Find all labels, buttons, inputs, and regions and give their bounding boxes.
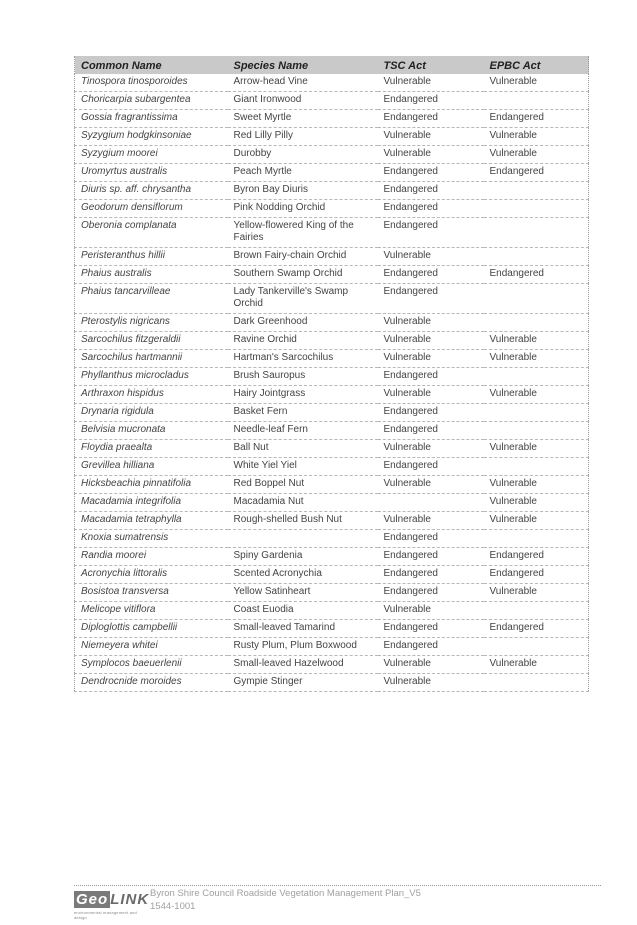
cell-species-name: Durobby: [228, 146, 378, 164]
cell-common-name: Diploglottis campbellii: [75, 620, 228, 638]
cell-common-name: Phaius tancarvilleae: [75, 284, 228, 314]
cell-common-name: Floydia praealta: [75, 440, 228, 458]
cell-species-name: Sweet Myrtle: [228, 110, 378, 128]
cell-epbc-act: [484, 200, 589, 218]
cell-tsc-act: Endangered: [378, 620, 484, 638]
cell-common-name: Niemeyera whitei: [75, 638, 228, 656]
cell-species-name: Red Lilly Pilly: [228, 128, 378, 146]
table-row: [75, 476, 589, 494]
cell-common-name: Sarcochilus hartmannii: [75, 350, 228, 368]
logo-tagline: environmental management and design: [74, 910, 137, 920]
cell-tsc-act: Endangered: [378, 92, 484, 110]
cell-tsc-act: Endangered: [378, 218, 484, 248]
table-row: [75, 266, 589, 284]
table-row: [75, 74, 589, 92]
cell-common-name: Randia moorei: [75, 548, 228, 566]
cell-epbc-act: [484, 458, 589, 476]
table-row: [75, 92, 589, 110]
cell-tsc-act: Endangered: [378, 284, 484, 314]
cell-tsc-act: Endangered: [378, 182, 484, 200]
cell-species-name: Red Boppel Nut: [228, 476, 378, 494]
table-row: [75, 404, 589, 422]
cell-tsc-act: Vulnerable: [378, 248, 484, 266]
cell-common-name: Phyllanthus microcladus: [75, 368, 228, 386]
table-row: [75, 458, 589, 476]
species-table: [74, 56, 589, 692]
cell-species-name: Scented Acronychia: [228, 566, 378, 584]
cell-common-name: Geodorum densiflorum: [75, 200, 228, 218]
cell-species-name: Small-leaved Hazelwood: [228, 656, 378, 674]
cell-tsc-act: Vulnerable: [378, 674, 484, 692]
cell-tsc-act: Endangered: [378, 530, 484, 548]
cell-common-name: Pterostylis nigricans: [75, 314, 228, 332]
cell-species-name: Yellow-flowered King of the Fairies: [228, 218, 378, 248]
cell-tsc-act: Endangered: [378, 404, 484, 422]
cell-tsc-act: Endangered: [378, 200, 484, 218]
cell-epbc-act: [484, 284, 589, 314]
cell-species-name: Lady Tankerville's Swamp Orchid: [228, 284, 378, 314]
cell-epbc-act: Endangered: [484, 566, 589, 584]
header-species-name: Species Name: [228, 56, 378, 74]
cell-tsc-act: Endangered: [378, 548, 484, 566]
cell-common-name: Syzygium moorei: [75, 146, 228, 164]
cell-species-name: Brown Fairy-chain Orchid: [228, 248, 378, 266]
cell-species-name: Hartman's Sarcochilus: [228, 350, 378, 368]
cell-common-name: Uromyrtus australis: [75, 164, 228, 182]
cell-species-name: Brush Sauropus: [228, 368, 378, 386]
cell-epbc-act: Vulnerable: [484, 332, 589, 350]
cell-tsc-act: Vulnerable: [378, 314, 484, 332]
table-row: [75, 128, 589, 146]
cell-tsc-act: Vulnerable: [378, 386, 484, 404]
cell-species-name: White Yiel Yiel: [228, 458, 378, 476]
table-row: [75, 620, 589, 638]
header-tsc-act: TSC Act: [378, 56, 484, 74]
cell-epbc-act: Endangered: [484, 620, 589, 638]
cell-species-name: Pink Nodding Orchid: [228, 200, 378, 218]
cell-species-name: Ball Nut: [228, 440, 378, 458]
table-row: [75, 656, 589, 674]
table-row: [75, 146, 589, 164]
cell-tsc-act: Vulnerable: [378, 440, 484, 458]
table-row: [75, 494, 589, 512]
cell-epbc-act: [484, 218, 589, 248]
cell-tsc-act: Endangered: [378, 266, 484, 284]
table-row: [75, 332, 589, 350]
cell-epbc-act: Endangered: [484, 266, 589, 284]
cell-species-name: Small-leaved Tamarind: [228, 620, 378, 638]
cell-epbc-act: Endangered: [484, 110, 589, 128]
cell-species-name: [228, 530, 378, 548]
table-row: [75, 530, 589, 548]
cell-tsc-act: Endangered: [378, 422, 484, 440]
cell-common-name: Grevillea hilliana: [75, 458, 228, 476]
table-row: [75, 248, 589, 266]
table-row: [75, 512, 589, 530]
cell-tsc-act: Vulnerable: [378, 476, 484, 494]
cell-epbc-act: Vulnerable: [484, 440, 589, 458]
table-body: [75, 74, 589, 692]
document-title: Byron Shire Council Roadside Vegetation Management Plan_V5: [150, 888, 421, 899]
cell-tsc-act: Endangered: [378, 164, 484, 182]
cell-tsc-act: Vulnerable: [378, 332, 484, 350]
table-row: [75, 548, 589, 566]
cell-epbc-act: Vulnerable: [484, 146, 589, 164]
cell-species-name: Hairy Jointgrass: [228, 386, 378, 404]
cell-epbc-act: [484, 248, 589, 266]
cell-common-name: Oberonia complanata: [75, 218, 228, 248]
cell-epbc-act: Vulnerable: [484, 494, 589, 512]
table-row: [75, 182, 589, 200]
cell-species-name: Basket Fern: [228, 404, 378, 422]
cell-epbc-act: [484, 422, 589, 440]
table-row: [75, 200, 589, 218]
cell-common-name: Drynaria rigidula: [75, 404, 228, 422]
table-row: [75, 440, 589, 458]
table-row: [75, 386, 589, 404]
cell-species-name: Giant Ironwood: [228, 92, 378, 110]
cell-tsc-act: Vulnerable: [378, 146, 484, 164]
cell-species-name: Coast Euodia: [228, 602, 378, 620]
cell-tsc-act: Vulnerable: [378, 128, 484, 146]
cell-tsc-act: Endangered: [378, 458, 484, 476]
table-row: [75, 584, 589, 602]
table-row: [75, 110, 589, 128]
cell-species-name: Peach Myrtle: [228, 164, 378, 182]
logo-geo-text: Geo: [76, 891, 109, 908]
table-header-row: [75, 56, 589, 74]
cell-species-name: Rough-shelled Bush Nut: [228, 512, 378, 530]
cell-epbc-act: Vulnerable: [484, 584, 589, 602]
cell-common-name: Belvisia mucronata: [75, 422, 228, 440]
cell-common-name: Sarcochilus fitzgeraldii: [75, 332, 228, 350]
cell-epbc-act: Vulnerable: [484, 74, 589, 92]
table-row: [75, 350, 589, 368]
cell-epbc-act: [484, 182, 589, 200]
cell-epbc-act: Vulnerable: [484, 656, 589, 674]
table-row: [75, 566, 589, 584]
table-row: [75, 422, 589, 440]
cell-tsc-act: Endangered: [378, 566, 484, 584]
table-row: [75, 164, 589, 182]
document-code: 1544-1001: [150, 901, 196, 912]
cell-species-name: Needle-leaf Fern: [228, 422, 378, 440]
table-row: [75, 602, 589, 620]
cell-epbc-act: [484, 638, 589, 656]
table-row: [75, 218, 589, 248]
cell-species-name: Dark Greenhood: [228, 314, 378, 332]
cell-epbc-act: [484, 530, 589, 548]
table-row: [75, 284, 589, 314]
cell-common-name: Bosistoa transversa: [75, 584, 228, 602]
table-row: [75, 314, 589, 332]
cell-epbc-act: Endangered: [484, 164, 589, 182]
table-row: [75, 368, 589, 386]
cell-epbc-act: [484, 674, 589, 692]
cell-species-name: Southern Swamp Orchid: [228, 266, 378, 284]
cell-tsc-act: Endangered: [378, 368, 484, 386]
cell-tsc-act: Vulnerable: [378, 656, 484, 674]
cell-species-name: Arrow-head Vine: [228, 74, 378, 92]
cell-common-name: Phaius australis: [75, 266, 228, 284]
table-row: [75, 674, 589, 692]
cell-common-name: Acronychia littoralis: [75, 566, 228, 584]
table-row: [75, 638, 589, 656]
cell-species-name: Byron Bay Diuris: [228, 182, 378, 200]
header-common-name: Common Name: [75, 56, 228, 74]
cell-epbc-act: Vulnerable: [484, 386, 589, 404]
cell-common-name: Dendrocnide moroides: [75, 674, 228, 692]
cell-common-name: Knoxia sumatrensis: [75, 530, 228, 548]
cell-epbc-act: [484, 92, 589, 110]
cell-epbc-act: [484, 368, 589, 386]
cell-common-name: Syzygium hodgkinsoniae: [75, 128, 228, 146]
cell-common-name: Tinospora tinosporoides: [75, 74, 228, 92]
cell-epbc-act: Vulnerable: [484, 512, 589, 530]
geolink-logo: [74, 891, 150, 920]
cell-common-name: Peristeranthus hillii: [75, 248, 228, 266]
cell-epbc-act: [484, 404, 589, 422]
cell-tsc-act: Vulnerable: [378, 602, 484, 620]
cell-common-name: Macadamia tetraphylla: [75, 512, 228, 530]
cell-epbc-act: Vulnerable: [484, 350, 589, 368]
cell-epbc-act: [484, 314, 589, 332]
cell-epbc-act: Endangered: [484, 548, 589, 566]
cell-species-name: Spiny Gardenia: [228, 548, 378, 566]
cell-species-name: Ravine Orchid: [228, 332, 378, 350]
cell-tsc-act: Vulnerable: [378, 74, 484, 92]
cell-species-name: Macadamia Nut: [228, 494, 378, 512]
cell-tsc-act: Endangered: [378, 584, 484, 602]
page-footer: [74, 885, 601, 920]
cell-common-name: Hicksbeachia pinnatifolia: [75, 476, 228, 494]
cell-species-name: Yellow Satinheart: [228, 584, 378, 602]
cell-species-name: Gympie Stinger: [228, 674, 378, 692]
cell-tsc-act: Endangered: [378, 110, 484, 128]
cell-common-name: Symplocos baeuerlenii: [75, 656, 228, 674]
cell-epbc-act: Vulnerable: [484, 128, 589, 146]
logo-link-text: LINK: [110, 891, 150, 908]
cell-species-name: Rusty Plum, Plum Boxwood: [228, 638, 378, 656]
cell-tsc-act: Endangered: [378, 638, 484, 656]
cell-epbc-act: [484, 602, 589, 620]
cell-common-name: Gossia fragrantissima: [75, 110, 228, 128]
header-epbc-act: EPBC Act: [484, 56, 589, 74]
cell-tsc-act: [378, 494, 484, 512]
cell-common-name: Macadamia integrifolia: [75, 494, 228, 512]
cell-tsc-act: Vulnerable: [378, 350, 484, 368]
cell-tsc-act: Vulnerable: [378, 512, 484, 530]
cell-common-name: Diuris sp. aff. chrysantha: [75, 182, 228, 200]
cell-common-name: Choricarpia subargentea: [75, 92, 228, 110]
cell-common-name: Arthraxon hispidus: [75, 386, 228, 404]
cell-epbc-act: Vulnerable: [484, 476, 589, 494]
cell-common-name: Melicope vitiflora: [75, 602, 228, 620]
